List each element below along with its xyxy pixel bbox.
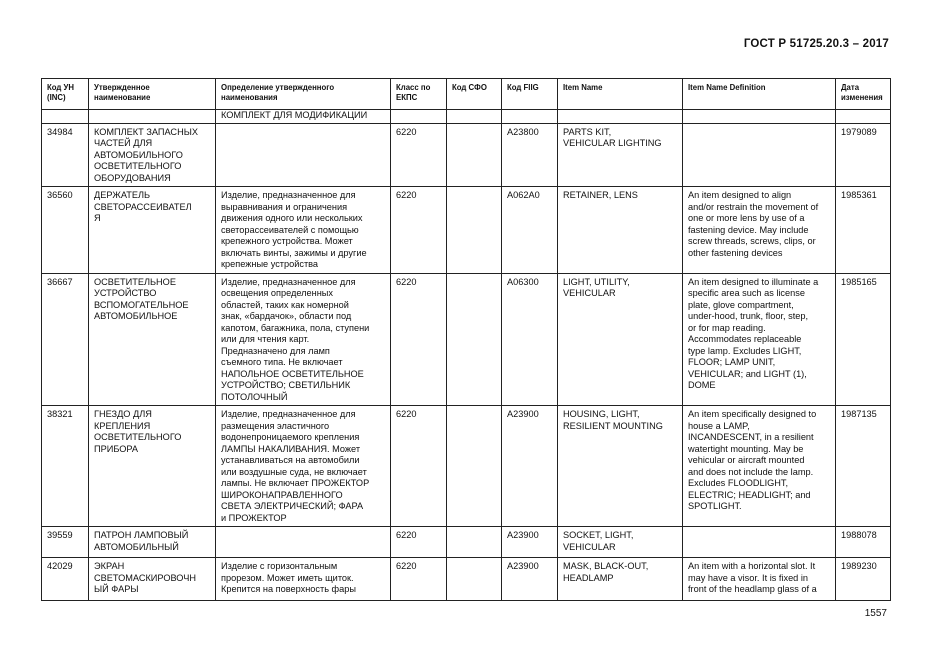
approved-definition: Изделие, предназначенное для освещения определенных областей, таких как номерной знак, «бардачок», области под капотом, багажника, пола, ступени или для чтения карт. Предназначено для ламп съемного типа. Не включает НАПОЛЬНОЕ ОСВЕТИТЕЛЬНОЕ УСТРОЙСТВО; СВЕТИЛЬНИК ПОТОЛОЧНЫЙ [216, 273, 391, 406]
column-header-class: Класс по ЕКПС [391, 79, 447, 110]
class-code: 6220 [391, 558, 447, 601]
approved-name: ДЕРЖАТЕЛЬ СВЕТОРАССЕИВАТЕЛ Я [89, 187, 216, 274]
inc-code: 38321 [42, 406, 89, 527]
catalog-table [41, 78, 891, 601]
column-header-item-name: Item Name [558, 79, 683, 110]
table-row [42, 406, 891, 527]
class-code: 6220 [391, 406, 447, 527]
fiig-code: A23900 [502, 527, 558, 558]
fiig-code: A23800 [502, 123, 558, 187]
item-name-definition: An item specifically designed to house a LAMP, INCANDESCENT, in a resilient watertight mounting. May be vehicular or aircraft mounted and does not include the lamp. Excludes FLOODLIGHT, ELECTRIC; HEADLIGHT; and SPOTLIGHT. [683, 406, 836, 527]
item-name-definition [683, 123, 836, 187]
item-name: SOCKET, LIGHT, VEHICULAR [558, 527, 683, 558]
column-header-change-date: Дата изменения [836, 79, 891, 110]
modification-continuation-row [42, 110, 891, 124]
item-name: HOUSING, LIGHT, RESILIENT MOUNTING [558, 406, 683, 527]
fiig-code: A23900 [502, 558, 558, 601]
inc-code: 34984 [42, 123, 89, 187]
item-name: LIGHT, UTILITY, VEHICULAR [558, 273, 683, 406]
table-cell [42, 110, 89, 124]
class-code: 6220 [391, 187, 447, 274]
column-header-sfo: Код СФО [447, 79, 502, 110]
table-cell [836, 110, 891, 124]
table-row [42, 273, 891, 406]
table-cell [683, 110, 836, 124]
table-cell [391, 110, 447, 124]
class-code: 6220 [391, 123, 447, 187]
item-name: PARTS KIT, VEHICULAR LIGHTING [558, 123, 683, 187]
item-name-definition: An item with a horizontal slot. It may have a visor. It is fixed in front of the headlamp glass of a [683, 558, 836, 601]
approved-name: ГНЕЗДО ДЛЯ КРЕПЛЕНИЯ ОСВЕТИТЕЛЬНОГО ПРИБОРА [89, 406, 216, 527]
item-name-definition [683, 527, 836, 558]
approved-definition: Изделие, предназначенное для выравнивания и ограничения движения одного или нескольких светорассеивателей с помощью крепежного устройства. Может включать винты, зажимы и другие крепежные устройства [216, 187, 391, 274]
approved-name: ПАТРОН ЛАМПОВЫЙ АВТОМОБИЛЬНЫЙ [89, 527, 216, 558]
table-cell [502, 110, 558, 124]
column-header-fiig: Код FIIG [502, 79, 558, 110]
table-row [42, 527, 891, 558]
inc-code: 39559 [42, 527, 89, 558]
modification-note: КОМПЛЕКТ ДЛЯ МОДИФИКАЦИИ [216, 110, 391, 124]
inc-code: 36667 [42, 273, 89, 406]
sfo-code [447, 123, 502, 187]
approved-name: ОСВЕТИТЕЛЬНОЕ УСТРОЙСТВО ВСПОМОГАТЕЛЬНОЕ АВТОМОБИЛЬНОЕ [89, 273, 216, 406]
column-header-approved-name: Утвержденное наименование [89, 79, 216, 110]
item-name: RETAINER, LENS [558, 187, 683, 274]
approved-definition: Изделие с горизонтальным прорезом. Может иметь щиток. Крепится на поверхность фары [216, 558, 391, 601]
inc-code: 36560 [42, 187, 89, 274]
approved-name: ЭКРАН СВЕТОМАСКИРОВОЧН ЫЙ ФАРЫ [89, 558, 216, 601]
fiig-code: A062A0 [502, 187, 558, 274]
item-name: MASK, BLACK-OUT, HEADLAMP [558, 558, 683, 601]
approved-definition [216, 123, 391, 187]
change-date: 1988078 [836, 527, 891, 558]
column-header-definition: Определение утвержденного наименования [216, 79, 391, 110]
fiig-code: A06300 [502, 273, 558, 406]
table-cell [447, 110, 502, 124]
change-date: 1979089 [836, 123, 891, 187]
table-row [42, 558, 891, 601]
table-row [42, 123, 891, 187]
change-date: 1987135 [836, 406, 891, 527]
change-date: 1985361 [836, 187, 891, 274]
sfo-code [447, 273, 502, 406]
sfo-code [447, 527, 502, 558]
approved-name: КОМПЛЕКТ ЗАПАСНЫХ ЧАСТЕЙ ДЛЯ АВТОМОБИЛЬНОГО ОСВЕТИТЕЛЬНОГО ОБОРУДОВАНИЯ [89, 123, 216, 187]
sfo-code [447, 406, 502, 527]
page-number: 1557 [864, 608, 887, 619]
item-name-definition: An item designed to illuminate a specific area such as license plate, glove compartment, under-hood, trunk, floor, step, or for map reading. Accommodates replaceable type lamp. Excludes LIGHT, FLOOR; LAMP UNIT, VEHICULAR; and LIGHT (1), DOME [683, 273, 836, 406]
item-name-definition: An item designed to align and/or restrain the movement of one or more lens by use of a fastening device. May include screw threads, screws, clips, or other fastening devices [683, 187, 836, 274]
table-cell [558, 110, 683, 124]
table-cell [89, 110, 216, 124]
column-header-item-name-definition: Item Name Definition [683, 79, 836, 110]
column-header-inc: Код УН (INC) [42, 79, 89, 110]
class-code: 6220 [391, 273, 447, 406]
change-date: 1989230 [836, 558, 891, 601]
sfo-code [447, 558, 502, 601]
document-standard-header: ГОСТ Р 51725.20.3 – 2017 [743, 38, 889, 50]
fiig-code: A23900 [502, 406, 558, 527]
approved-definition [216, 527, 391, 558]
change-date: 1985165 [836, 273, 891, 406]
approved-definition: Изделие, предназначенное для размещения эластичного водонепроницаемого крепления ЛАМПЫ НАКАЛИВАНИЯ. Может устанавливаться на автомобили или воздушные суда, не включает лампы. Не включает ПРОЖЕКТОР ШИРОКОНАПРАВЛЕННОГО СВЕТА ЭЛЕКТРИЧЕСКИЙ; ФАРА и ПРОЖЕКТОР [216, 406, 391, 527]
table-row [42, 187, 891, 274]
table-header-row [42, 79, 891, 110]
class-code: 6220 [391, 527, 447, 558]
inc-code: 42029 [42, 558, 89, 601]
sfo-code [447, 187, 502, 274]
